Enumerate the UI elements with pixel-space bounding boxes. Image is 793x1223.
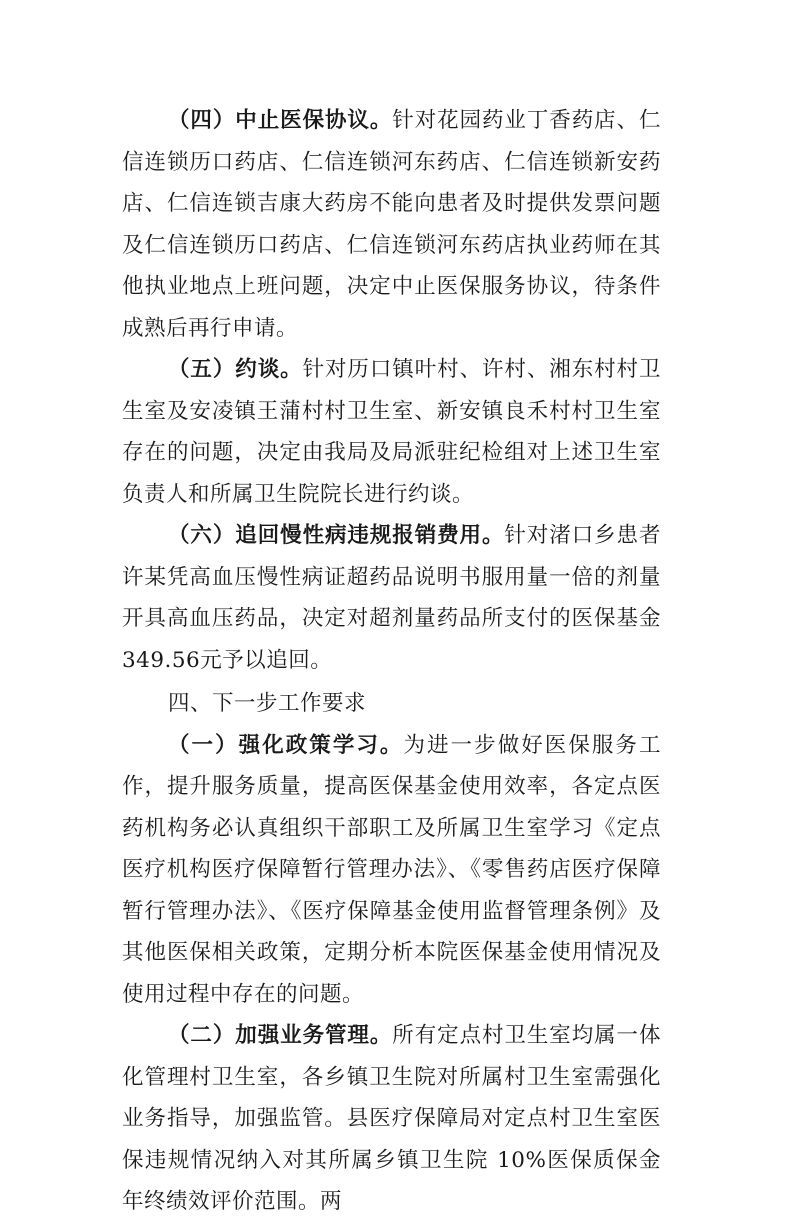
paragraph-recover-fees <box>122 515 661 681</box>
paragraph-interview <box>122 349 661 515</box>
paragraph-heading: （六）追回慢性病违规报销费用。 <box>168 523 505 548</box>
paragraph-heading: （一）强化政策学习。 <box>168 732 404 758</box>
paragraph-text: 为进一步做好医保服务工作，提升服务质量，提高医保基金使用效率，各定点医药机构务必认真组织干部职工及所属卫生室学习《定点医疗机构医疗保障暂行管理办法》、《零售药店医疗保障暂行管理办法》、《医疗保障基金使用监督管理条例》及其他医保相关政策，定期分析本院医保基金使用情况及使用过程中存在的问题。 <box>122 732 661 1007</box>
paragraph-heading: （五）约谈。 <box>168 357 303 382</box>
paragraph-policy-study <box>122 725 661 1016</box>
section-heading-next-steps <box>122 683 661 725</box>
paragraph-text: 针对花园药业丁香药店、仁信连锁历口药店、仁信连锁河东药店、仁信连锁新安药店、仁信连锁吉康大药房不能向患者及时提供发票问题及仁信连锁历口药店、仁信连锁河东药店执业药师在其他执业地点上班问题，决定中止医保服务协议，待条件成熟后再行申请。 <box>122 108 661 341</box>
paragraph-text: 针对历口镇叶村、许村、湘东村村卫生室及安凌镇王蒲村村卫生室、新安镇良禾村村卫生室存在的问题，决定由我局及局派驻纪检组对上述卫生室负责人和所属卫生院院长进行约谈。 <box>122 357 661 507</box>
paragraph-heading: （四）中止医保协议。 <box>168 108 393 133</box>
paragraph-text: 针对渚口乡患者许某凭高血压慢性病证超药品说明书服用量一倍的剂量开具高血压药品，决定对超剂量药品所支付的医保基金349.56元予以追回。 <box>122 523 661 673</box>
paragraph-suspend-agreement <box>122 100 661 349</box>
paragraph-text: 所有定点村卫生室均属一体化管理村卫生室，各乡镇卫生院对所属村卫生室需强化业务指导，加强监管。县医疗保障局对定点村卫生室医保违规情况纳入对其所属乡镇卫生院 10%医保质保金年终绩效评价范围。两 <box>122 1023 661 1214</box>
section-heading-text: 四、下一步工作要求 <box>168 691 367 716</box>
paragraph-business-management <box>122 1015 661 1223</box>
paragraph-heading: （二）加强业务管理。 <box>168 1023 393 1048</box>
